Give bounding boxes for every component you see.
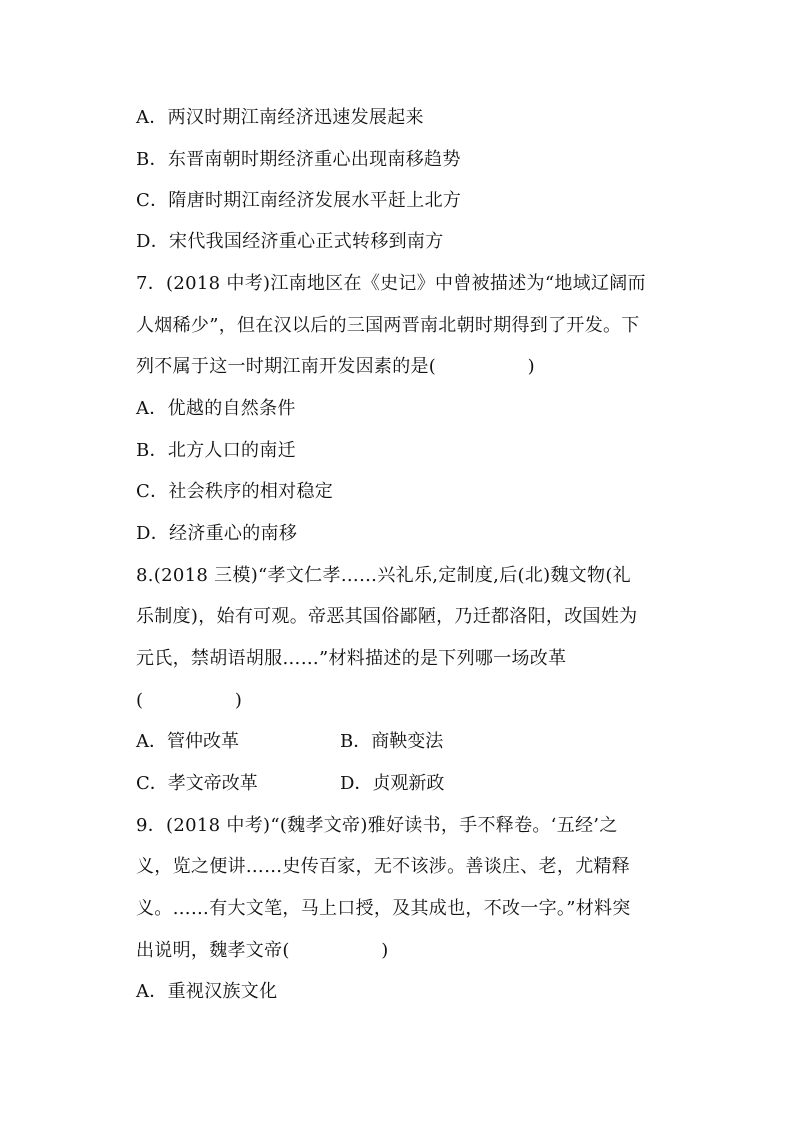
q8-stem-line-4: ( ) [136,690,243,711]
q8-stem-line-1: 8.(2018 三模)“孝文仁孝……兴礼乐,定制度,后(北)魏文物(礼 [136,565,631,586]
q9-option-a: A．重视汉族文化 [136,981,278,1002]
q8-options-row-2 [136,772,666,796]
q8-option-b: B．商鞅变法 [340,731,444,752]
q8-option-d: D．贞观新政 [340,773,445,794]
q7-stem-line-3: 列不属于这一时期江南开发因素的是( ) [136,356,535,377]
q9-stem-line-3: 义。……有大文笔，马上口授，及其成也，不改一字。”材料突 [136,898,631,919]
q8-stem-line-3: 元氏，禁胡语胡服……”材料描述的是下列哪一场改革 [136,648,567,669]
q9-stem-line-4: 出说明，魏孝文帝( ) [136,940,389,961]
q6-option-d: D．宋代我国经济重心正式转移到南方 [136,231,444,252]
q9-stem-line-1: 9．(2018 中考)“(魏孝文帝)雅好读书，手不释卷。‘五经’之 [136,815,618,836]
q8-stem-line-2: 乐制度)，始有可观。帝恶其国俗鄙陋，乃迁都洛阳，改国姓为 [136,606,638,627]
q8-option-c: C．孝文帝改革 [136,773,258,794]
q7-option-a: A．优越的自然条件 [136,398,296,419]
q7-option-d: D．经济重心的南移 [136,523,298,544]
q9-stem-line-2: 义，览之便讲……史传百家，无不该涉。善谈庄、老，尤精释 [136,856,631,877]
q7-stem-line-1: 7．(2018 中考)江南地区在《史记》中曾被描述为“地域辽阔而 [136,273,646,294]
q6-option-b: B．东晋南朝时期经济重心出现南移趋势 [136,149,461,170]
q7-option-c: C．社会秩序的相对稳定 [136,481,334,502]
q7-option-b: B．北方人口的南迁 [136,440,296,461]
q7-stem-line-2: 人烟稀少”，但在汉以后的三国两晋南北朝时期得到了开发。下 [136,315,640,336]
q8-option-a: A．管仲改革 [136,731,239,752]
q8-options-row-1 [136,730,666,754]
q6-option-c: C．隋唐时期江南经济发展水平赶上北方 [136,190,462,211]
q6-option-a: A．两汉时期江南经济迅速发展起来 [136,107,424,128]
